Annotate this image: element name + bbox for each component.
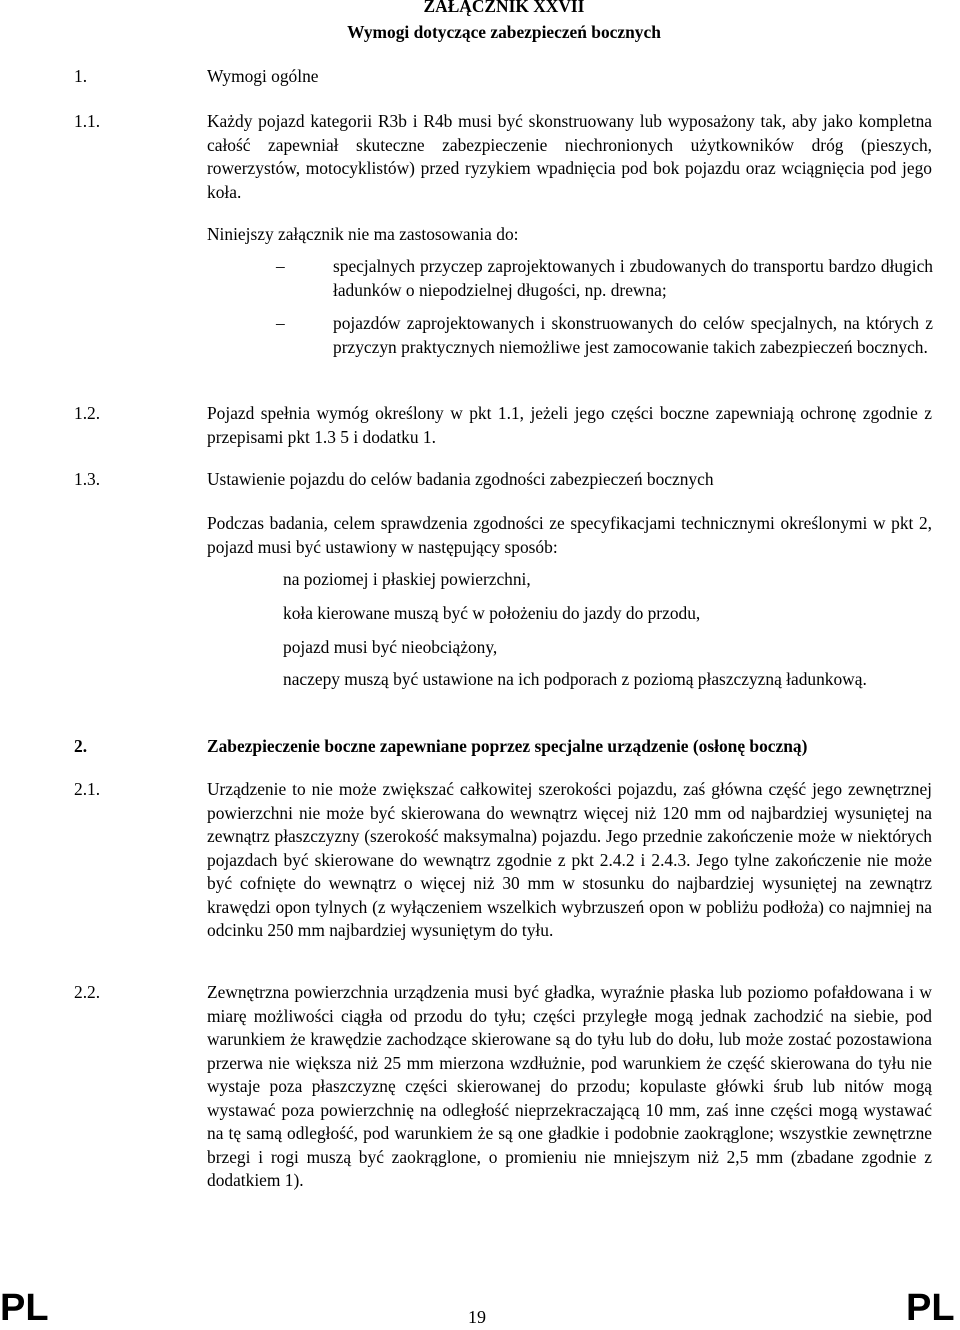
section-1-1-number: 1.1. [74, 111, 101, 131]
exclusion-item [276, 255, 933, 302]
condition-item: koła kierowane muszą być w położeniu do jazdy do przodu, [283, 603, 701, 623]
section-2-2-number: 2.2. [74, 982, 101, 1002]
section-2-1-number: 2.1. [74, 779, 101, 799]
condition-item: naczepy muszą być ustawione na ich podporach z poziomą płaszczyzną ładunkową. [283, 669, 867, 689]
exclusion-text: specjalnych przyczep zaprojektowanych i zbudowanych do transportu bardzo długich ładunków o niepodzielnej długości, np. drewna; [333, 256, 933, 300]
annex-heading: ZAŁĄCZNIK XXVII [423, 0, 585, 16]
section-1-number: 1. [74, 66, 88, 86]
section-2-number: 2. [74, 736, 88, 756]
footer-language-right: PL [906, 1287, 955, 1329]
document-title: Wymogi dotyczące zabezpieczeń bocznych [347, 22, 661, 42]
section-2-1-text: Urządzenie to nie może zwiększać całkowitej szerokości pojazdu, zaś główna część jego zewnętrznej powierzchni nie może być skierowana do wewnątrz więcej niż 120 mm od najbardziej wysuniętej na zewnątrz płaszczyzny (szerokość maksymalna) pojazdu. Jego przednie zakończenie może w niektórych pojazdach być skierowane do wewnątrz zgodnie z pkt 2.4.2 i 2.4.3. Jego tylne zakończenie nie może być cofnięte do wewnątrz o więcej niż 30 mm w stosunku do najbardziej wysuniętej na zewnątrz krawędzi opon tylnych (z wyłączeniem wszelkich wybrzuszeń opon w pobliżu podłoża) co najmniej na odcinku 250 mm najbardziej wysuniętym do tyłu. [207, 779, 932, 940]
exclusion-text: pojazdów zaprojektowanych i skonstruowanych do celów specjalnych, na których z przyczyn praktycznych niemożliwe jest zamocowanie takich zabezpieczeń bocznych. [333, 313, 933, 357]
exclusion-item [276, 312, 933, 359]
dash-marker: – [276, 256, 285, 276]
section-1-2-text: Pojazd spełnia wymóg określony w pkt 1.1, jeżeli jego części boczne zapewniają ochronę zgodnie z przepisami pkt 1.3 5 i dodatku 1. [207, 403, 932, 447]
page-number: 19 [468, 1307, 486, 1327]
condition-item: pojazd musi być nieobciążony, [283, 637, 498, 657]
section-1-1-text: Każdy pojazd kategorii R3b i R4b musi być skonstruowany lub wyposażony tak, aby jako kompletna całość zapewniał skuteczne zabezpieczenie niechronionych użytkowników dróg (pieszych, rowerzystów, motocyklistów) przed ryzykiem wpadnięcia pod bok pojazdu oraz wciągnięcia pod jego koła. [207, 111, 932, 202]
section-1-3-number: 1.3. [74, 469, 101, 489]
condition-item: na poziomej i płaskiej powierzchni, [283, 569, 531, 589]
section-1-title: Wymogi ogólne [207, 66, 319, 86]
section-2-2-text: Zewnętrzna powierzchnia urządzenia musi być gładka, wyraźnie płaska lub poziomo pofałdowana i w miarę możliwości ciągła od przodu do tyłu; części przyległe mogą jednak zachodzić na siebie, pod warunkiem że krawędzie zachodzące skierowane są do tyłu lub do dołu, lub może zostać pozostawiona przerwa nie większa niż 25 mm mierzona wzdłużnie, pod warunkiem że część skierowana do tyłu nie wystaje poza płaszczyznę części skierowanej do przodu; kopulaste główki śrub lub nitów mogą wystawać poza powierzchnię na odległość nieprzekraczającą 10 mm, zaś inne części mogą wystawać na tę samą odległość, pod warunkiem że są one gładkie i podobnie zaokrąglone; wszystkie zewnętrzne brzegi i rogi muszą być zaokrąglone, o promieniu nie mniejszym niż 2,5 mm (zbadane zgodnie z dodatkiem 1). [207, 982, 932, 1190]
section-1-3-text: Podczas badania, celem sprawdzenia zgodności ze specyfikacjami technicznymi określonymi w pkt 2, pojazd musi być ustawiony w następujący sposób: [207, 513, 932, 557]
footer-language-left: PL [0, 1287, 49, 1329]
dash-marker: – [276, 313, 285, 333]
section-2-title: Zabezpieczenie boczne zapewniane poprzez specjalne urządzenie (osłonę boczną) [207, 736, 808, 756]
exclusions-intro: Niniejszy załącznik nie ma zastosowania do: [207, 224, 519, 244]
section-1-3-title: Ustawienie pojazdu do celów badania zgodności zabezpieczeń bocznych [207, 469, 714, 489]
section-1-2-number: 1.2. [74, 403, 101, 423]
